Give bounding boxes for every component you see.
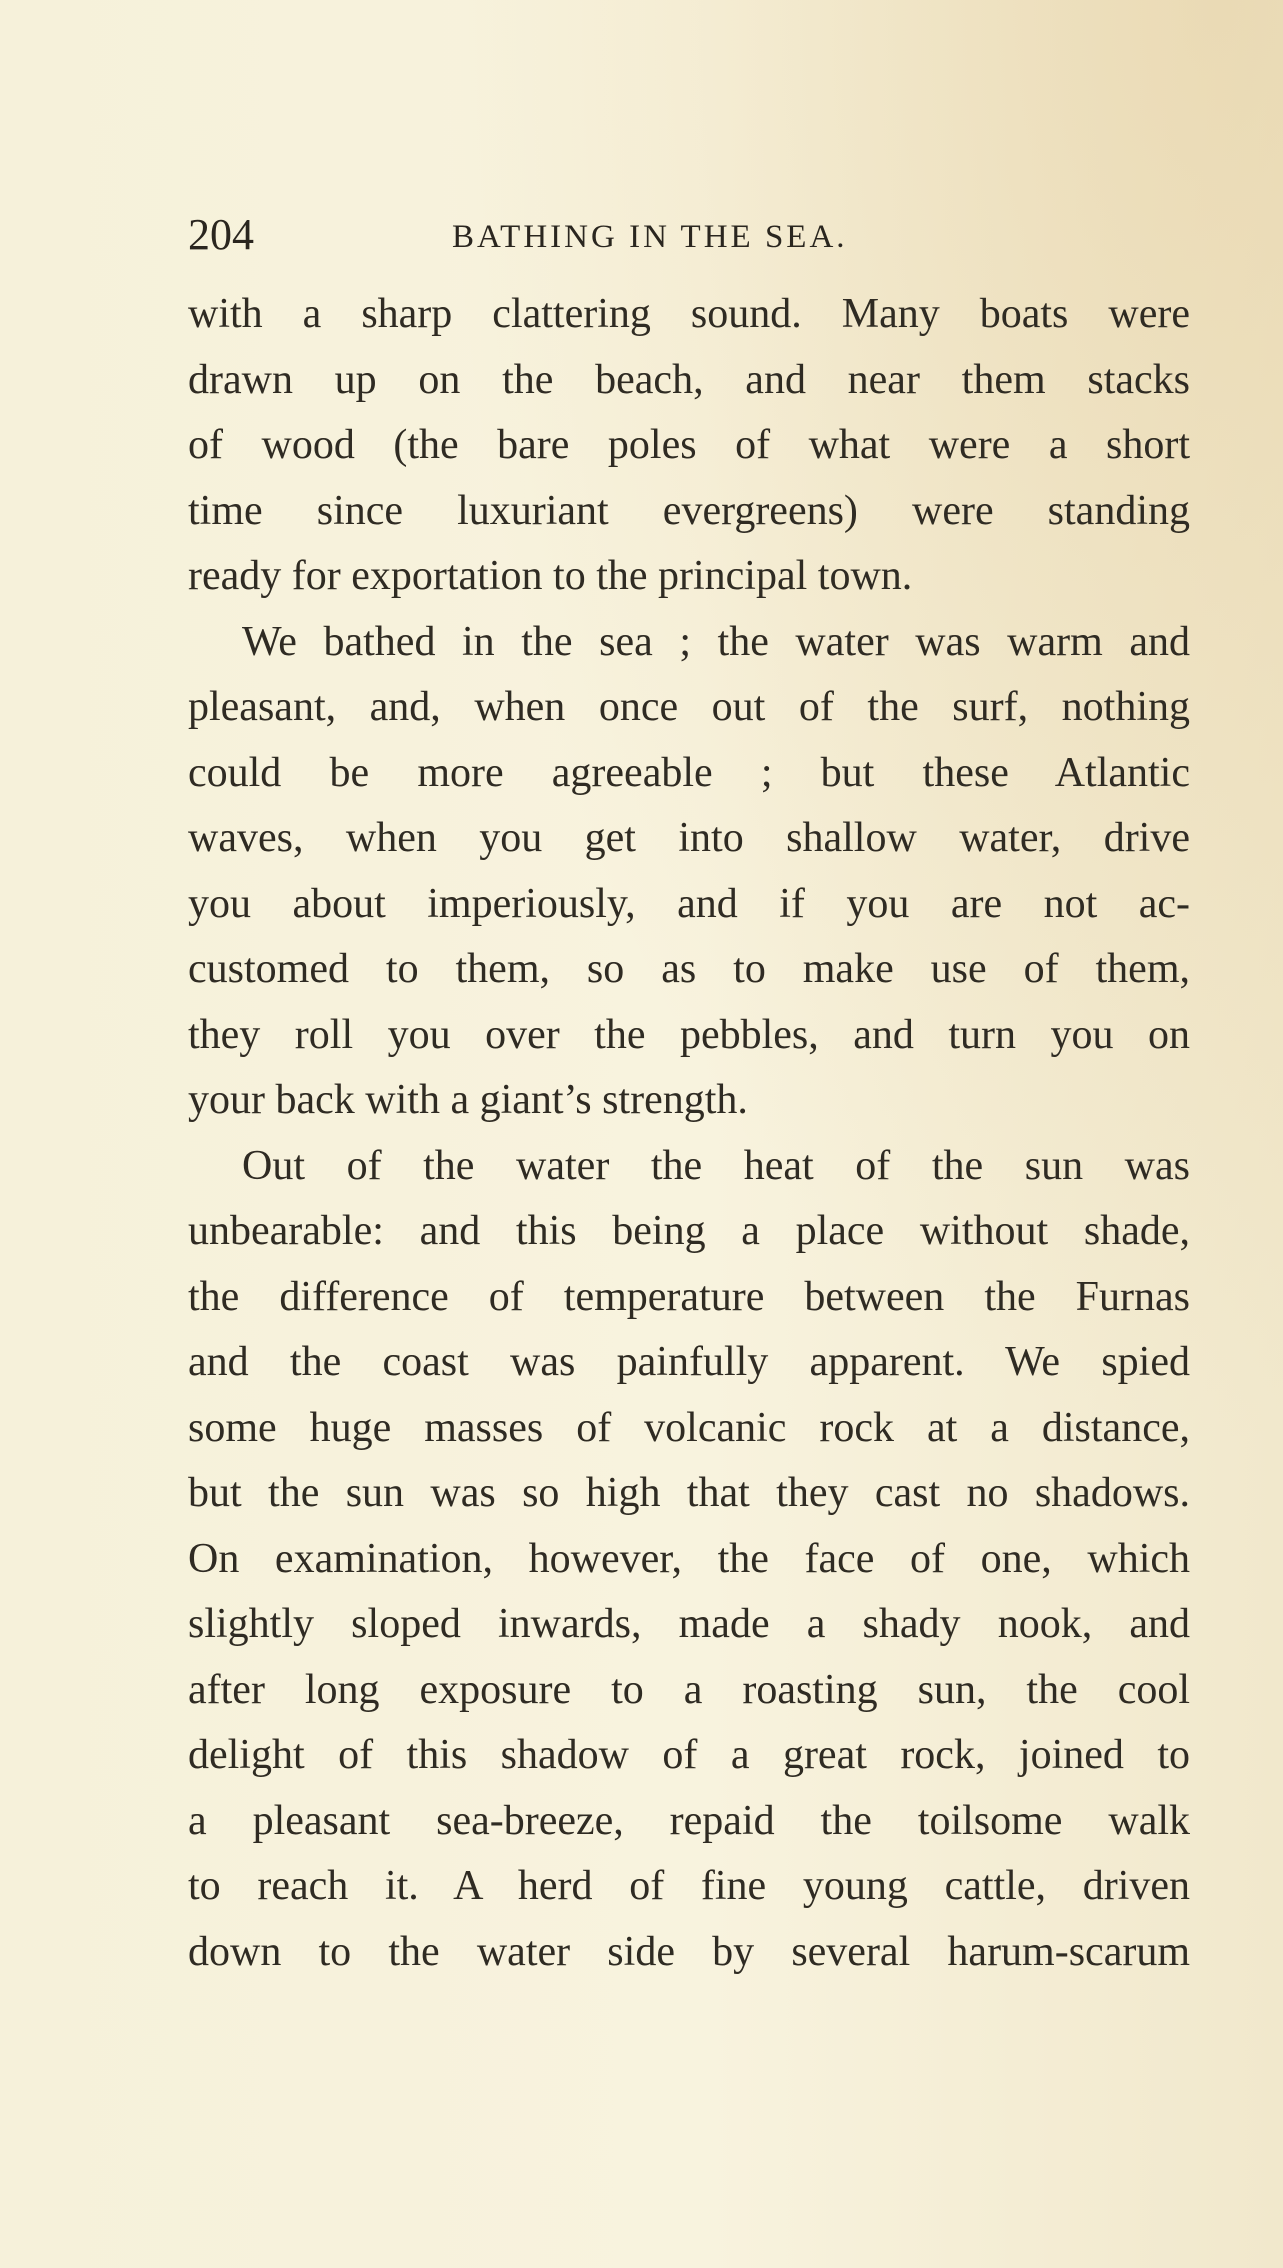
text-line: a pleasant sea-breeze, repaid the toilsome walk bbox=[188, 1797, 1190, 1844]
body-text bbox=[188, 282, 1190, 1985]
text-line: some huge masses of volcanic rock at a distance, bbox=[188, 1404, 1190, 1451]
text-line: to reach it. A herd of fine young cattle, driven bbox=[188, 1863, 1190, 1909]
text-line: Out of the water the heat of the sun was bbox=[242, 1142, 1190, 1189]
text-line: delight of this shadow of a great rock, joined to bbox=[188, 1732, 1190, 1778]
text-line: could be more agreeable ; but these Atlantic bbox=[188, 749, 1190, 796]
text-line: they roll you over the pebbles, and turn you on bbox=[188, 1011, 1190, 1058]
text-line: slightly sloped inwards, made a shady nook, and bbox=[188, 1601, 1190, 1647]
text-line: waves, when you get into shallow water, drive bbox=[188, 815, 1190, 861]
text-line: pleasant, and, when once out of the surf, nothing bbox=[188, 684, 1190, 730]
text-line: time since luxuriant evergreens) were standing bbox=[188, 487, 1190, 534]
text-line: you about imperiously, and if you are not ac- bbox=[188, 880, 1190, 927]
text-line: with a sharp clattering sound. Many boats were bbox=[188, 291, 1190, 337]
text-line: unbearable: and this being a place without shade, bbox=[188, 1208, 1190, 1254]
text-line: of wood (the bare poles of what were a short bbox=[188, 422, 1190, 468]
text-line: customed to them, so as to make use of them, bbox=[188, 946, 1190, 992]
text-line: and the coast was painfully apparent. We spied bbox=[188, 1339, 1190, 1385]
running-title: BATHING IN THE SEA. bbox=[452, 219, 848, 255]
page-number: 204 bbox=[188, 210, 254, 259]
text-line: after long exposure to a roasting sun, the cool bbox=[188, 1666, 1190, 1713]
text-line: the difference of temperature between the Furnas bbox=[188, 1273, 1190, 1320]
text-line: We bathed in the sea ; the water was warm and bbox=[242, 618, 1190, 665]
running-head bbox=[188, 205, 1188, 265]
text-line: ready for exportation to the principal town. bbox=[188, 553, 913, 599]
text-line: but the sun was so high that they cast no shadows. bbox=[188, 1470, 1190, 1516]
text-line: your back with a giant’s strength. bbox=[188, 1077, 748, 1123]
text-line: drawn up on the beach, and near them stacks bbox=[188, 356, 1190, 403]
text-line: On examination, however, the face of one, which bbox=[188, 1535, 1190, 1582]
text-line: down to the water side by several harum-scarum bbox=[188, 1928, 1190, 1975]
